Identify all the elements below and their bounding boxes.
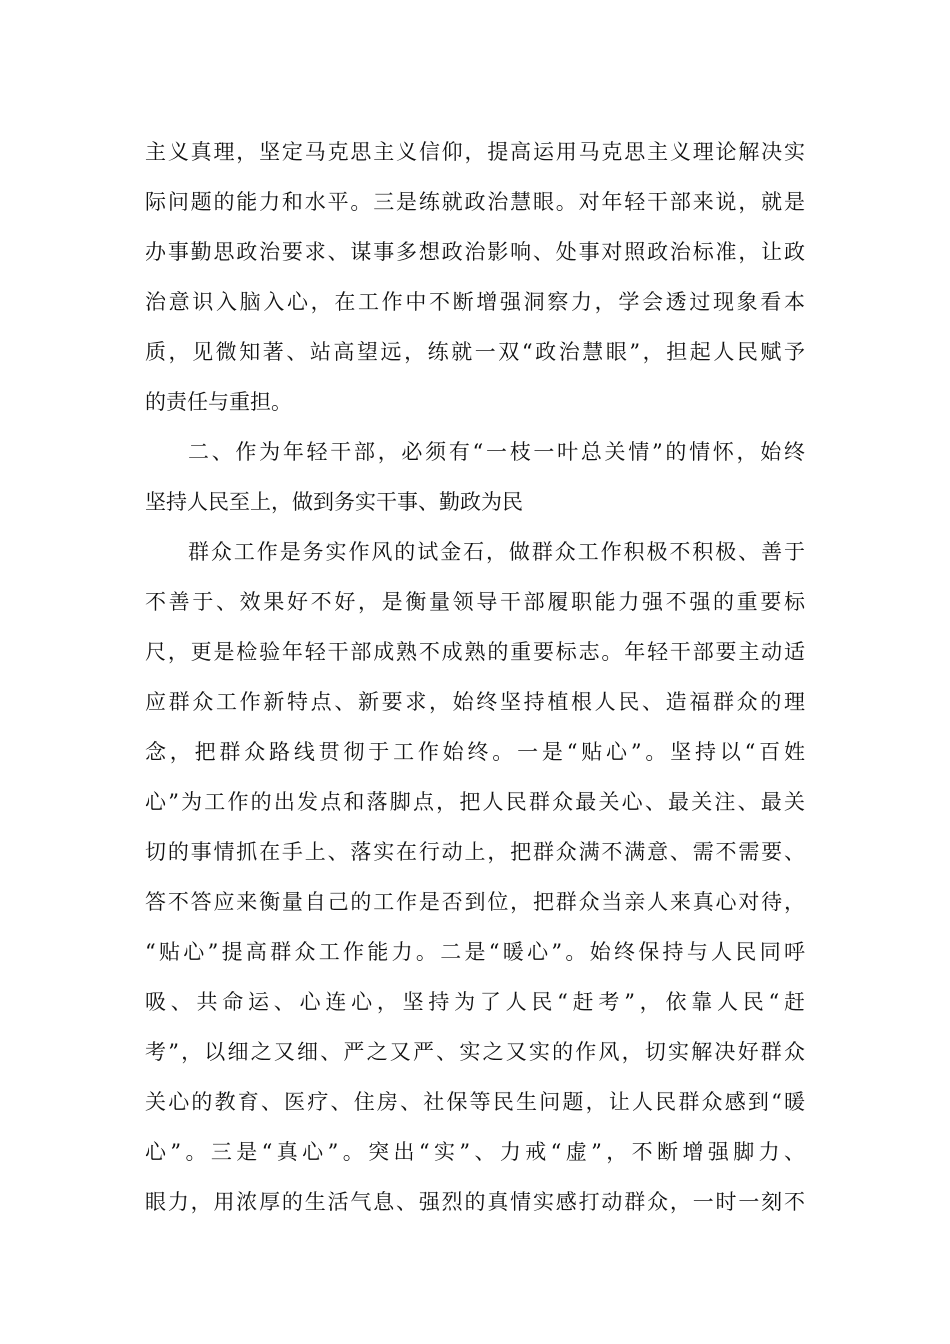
text-line: 心”。三是“真心”。突出“实”、力戒“虚”，不断增强脚力、 [145,1140,805,1164]
text-line: 考”，以细之又细、严之又严、实之又实的作风，切实解决好群众 [145,1040,805,1064]
text-line: 尺，更是检验年轻干部成熟不成熟的重要标志。年轻干部要主动适 [145,640,805,664]
text-line: 不善于、效果好不好，是衡量领导干部履职能力强不强的重要标 [145,590,805,614]
text-line: 际问题的能力和水平。三是练就政治慧眼。对年轻干部来说，就是 [145,190,805,214]
text-line: 切的事情抓在手上、落实在行动上，把群众满不满意、需不需要、 [145,840,805,864]
text-line: 心”为工作的出发点和落脚点，把人民群众最关心、最关注、最关 [145,790,805,814]
text-line: 主义真理，坚定马克思主义信仰，提高运用马克思主义理论解决实 [145,140,805,164]
text-line: 应群众工作新特点、新要求，始终坚持植根人民、造福群众的理 [145,690,805,714]
text-line: 答不答应来衡量自己的工作是否到位，把群众当亲人来真心对待， [145,890,805,914]
text-line: 眼力，用浓厚的生活气息、强烈的真情实感打动群众，一时一刻不 [145,1190,805,1214]
text-line: “贴心”提高群众工作能力。二是“暖心”。始终保持与人民同呼 [145,940,805,964]
text-line: 群众工作是务实作风的试金石，做群众工作积极不积极、善于 [188,540,805,564]
text-line: 治意识入脑入心，在工作中不断增强洞察力，学会透过现象看本 [145,290,805,314]
text-line: 质，见微知著、站高望远，练就一双“政治慧眼”，担起人民赋予 [145,340,805,364]
text-line: 关心的教育、医疗、住房、社保等民生问题，让人民群众感到“暖 [145,1090,805,1114]
text-line: 的责任与重担。 [145,390,292,414]
section-heading-line: 二、作为年轻干部，必须有“一枝一叶总关情”的情怀，始终 [188,440,805,464]
text-line: 办事勤思政治要求、谋事多想政治影响、处事对照政治标准，让政 [145,240,805,264]
text-line: 吸、共命运、心连心，坚持为了人民“赶考”，依靠人民“赶 [145,990,805,1014]
section-heading-line: 坚持人民至上，做到务实干事、勤政为民 [145,490,523,514]
text-line: 念，把群众路线贯彻于工作始终。一是“贴心”。坚持以“百姓 [145,740,805,764]
